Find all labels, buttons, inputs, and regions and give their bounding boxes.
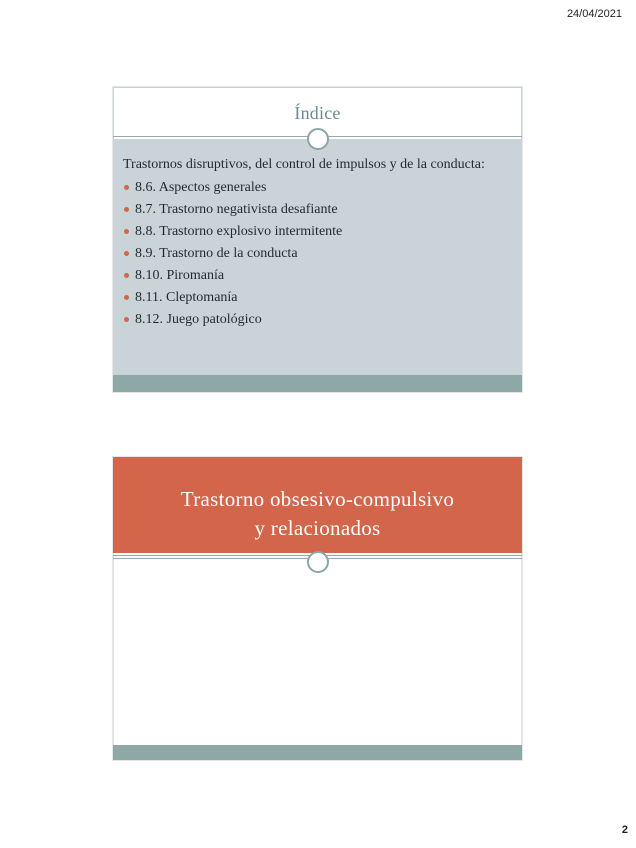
bullet-icon [124,251,129,256]
list-item [123,199,510,221]
list-item-label: 8.12. Juego patológico [135,312,262,327]
list-item [123,265,510,287]
slide-body [113,139,522,375]
slide-body [113,553,522,745]
list-item-label: 8.8. Trastorno explosivo intermitente [135,224,343,239]
slide-title-area [113,457,522,553]
divider-circle-icon [307,551,329,573]
slide-content [123,155,510,331]
bullet-list [123,177,510,331]
list-item-label: 8.6. Aspectos generales [135,180,267,195]
bullet-icon [124,295,129,300]
slide-footer-bar [113,375,522,392]
slide-footer-bar [113,745,522,760]
intro-text: Trastornos disruptivos, del control de impulsos y de la conducta: [123,157,485,172]
list-item-label: 8.10. Piromanía [135,268,225,283]
bullet-icon [124,229,129,234]
list-item [123,221,510,243]
list-item [123,243,510,265]
list-item [123,177,510,199]
slide-section-title[interactable] [113,457,522,760]
page-number: 2 [621,824,628,836]
slide-index[interactable] [113,87,522,392]
list-item-label: 8.11. Cleptomanía [135,290,238,305]
slide-title-line: y relacionados [254,516,381,540]
slide-title [113,485,522,543]
list-item [123,309,510,331]
bullet-icon [124,207,129,212]
list-item [123,287,510,309]
bullet-icon [124,317,129,322]
bullet-icon [124,185,129,190]
divider-circle-icon [307,128,329,150]
slide-title: Índice [294,103,341,123]
list-item-label: 8.9. Trastorno de la conducta [135,246,298,261]
page-date: 24/04/2021 [566,8,622,20]
bullet-icon [124,273,129,278]
list-item-label: 8.7. Trastorno negativista desafiante [135,202,338,217]
slide-title-line: Trastorno obsesivo-compulsivo [180,487,455,511]
